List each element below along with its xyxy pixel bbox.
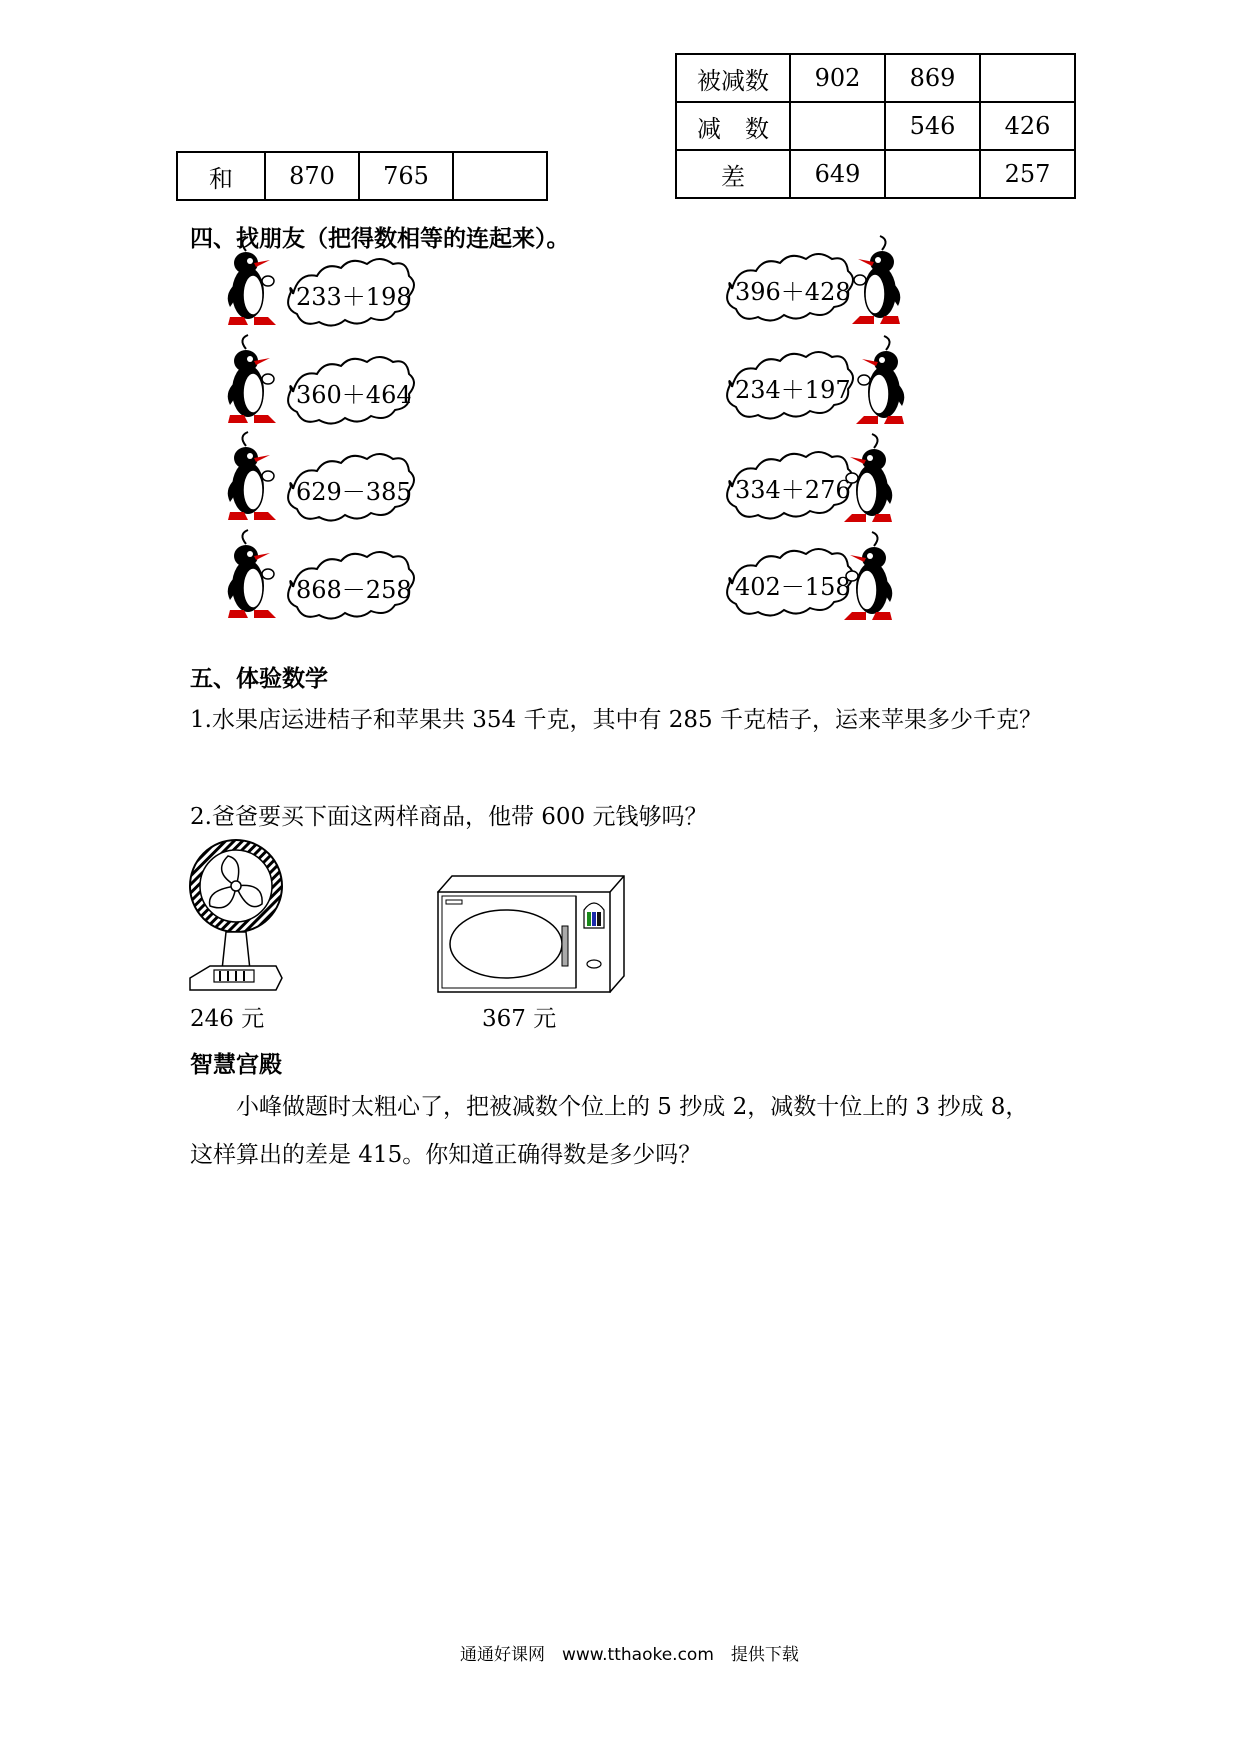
penguin-icon	[228, 432, 276, 520]
penguin-icon	[856, 336, 904, 424]
sum-cell: 765	[359, 152, 453, 200]
expression-right: 402－158	[735, 573, 851, 601]
sum-cell: 870	[265, 152, 359, 200]
sub-row-label: 被减数	[676, 54, 790, 102]
sub-cell: 257	[980, 150, 1075, 198]
expression-right: 396＋428	[735, 278, 851, 306]
expression-left: 629－385	[296, 478, 412, 506]
wisdom-line-2: 这样算出的差是 415。你知道正确得数是多少吗？	[190, 1142, 702, 1168]
penguin-clouds-graphic	[0, 0, 1240, 660]
penguin-icon	[852, 236, 900, 324]
penguin-icon	[228, 530, 276, 618]
fan-price: 246 元	[190, 1006, 265, 1032]
microwave-price: 367 元	[482, 1006, 557, 1032]
sum-row-label: 和	[177, 152, 265, 200]
sub-row-label: 差	[676, 150, 790, 198]
penguin-icon	[228, 335, 276, 423]
wisdom-title: 智慧宫殿	[190, 1052, 282, 1078]
sub-cell: 869	[885, 54, 980, 102]
expression-left: 360＋464	[296, 381, 412, 409]
section4-title: 四、找朋友（把得数相等的连起来）。	[190, 226, 570, 252]
sub-cell: 902	[790, 54, 885, 102]
expression-left: 868－258	[296, 576, 412, 604]
question-1: 1.水果店运进桔子和苹果共 354 千克，其中有 285 千克桔子，运来苹果多少千克？	[190, 707, 1042, 733]
expression-right: 334＋276	[735, 476, 851, 504]
footer-credit: 通通好课网 www.tthaoke.com 提供下载	[460, 1645, 799, 1665]
section5-title: 五、体验数学	[190, 666, 328, 692]
sub-cell: 426	[980, 102, 1075, 150]
sub-cell: 649	[790, 150, 885, 198]
penguin-icon	[844, 532, 892, 620]
sub-cell: 546	[885, 102, 980, 150]
penguin-icon	[844, 434, 892, 522]
electric-fan-image	[186, 836, 286, 994]
microwave-oven-image	[436, 866, 628, 994]
penguin-icon	[228, 237, 276, 325]
expression-left: 233＋198	[296, 283, 412, 311]
sub-row-label: 减 数	[676, 102, 790, 150]
question-2: 2.爸爸要买下面这两样商品，他带 600 元钱够吗？	[190, 804, 708, 830]
wisdom-line-1: 小峰做题时太粗心了，把被减数个位上的 5 抄成 2，减数十位上的 3 抄成 8，	[236, 1094, 1029, 1120]
expression-right: 234＋197	[735, 376, 851, 404]
